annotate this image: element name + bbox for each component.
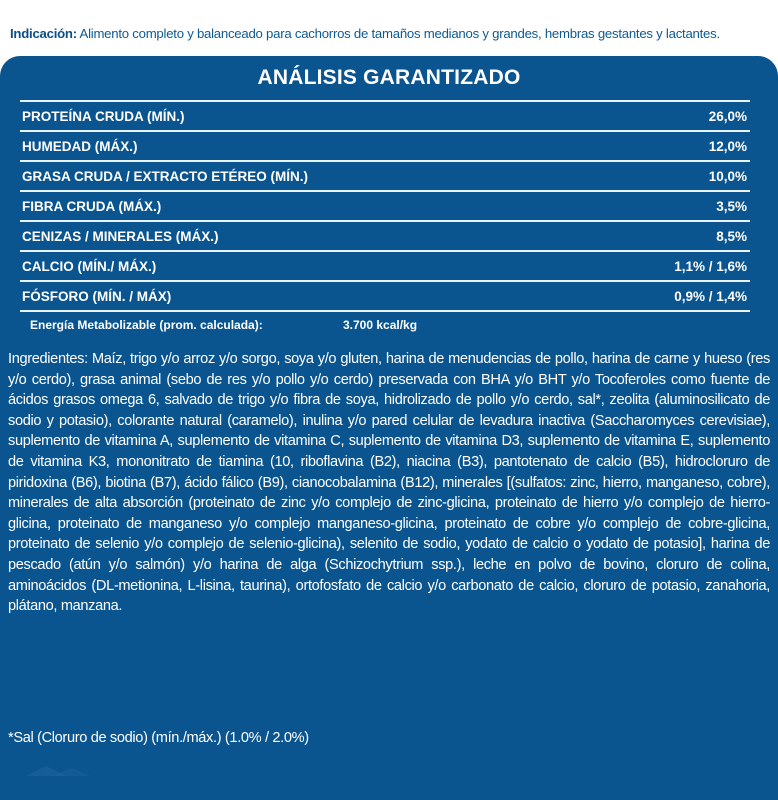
analysis-row-fiber	[20, 192, 750, 222]
guaranteed-analysis-table	[20, 100, 750, 312]
row-value: 26,0%	[708, 108, 747, 124]
row-value: 1,1% / 1,6%	[674, 258, 747, 274]
row-label: FIBRA CRUDA (MÁX.)	[22, 198, 162, 214]
row-value: 8,5%	[716, 228, 747, 244]
analysis-row-calcium	[20, 252, 750, 282]
analysis-row-fat	[20, 162, 750, 192]
analysis-title: ANÁLISIS GARANTIZADO	[257, 66, 521, 89]
analysis-row-protein	[20, 100, 750, 132]
row-value: 12,0%	[708, 138, 747, 154]
indication-label: Indicación:	[10, 26, 77, 41]
row-label: CALCIO (MÍN./ MÁX.)	[22, 258, 157, 274]
row-label: PROTEÍNA CRUDA (MÍN.)	[22, 108, 185, 124]
faded-logo-icon	[24, 764, 94, 778]
energy-label: Energía Metabolizable (prom. calculada):	[30, 318, 263, 332]
salt-footnote: *Sal (Cloruro de sodio) (mín./máx.) (1.0% / 2.0%)	[8, 730, 309, 746]
analysis-row-ash	[20, 222, 750, 252]
indication-line	[10, 26, 778, 41]
row-value: 10,0%	[708, 168, 747, 184]
indication-text: Alimento completo y balanceado para cachorros de tamaños medianos y grandes, hembras gestantes y lactantes.	[76, 26, 720, 41]
analysis-row-moisture	[20, 132, 750, 162]
row-label: CENIZAS / MINERALES (MÁX.)	[22, 228, 219, 244]
row-label: GRASA CRUDA / EXTRACTO ETÉREO (MÍN.)	[22, 168, 309, 184]
row-label: FÓSFORO (MÍN. / MÁX)	[22, 288, 172, 304]
analysis-row-phosphorus	[20, 282, 750, 312]
ingredients-text: Ingredientes: Maíz, trigo y/o arroz y/o sorgo, soya y/o gluten, harina de menudencias de pollo, harina de carne y hueso (res y/o cerdo), grasa animal (sebo de res y/o pollo y/o cerdo) preservada con BHA y/o BHT y/o Tocoferoles como fuente de ácidos grasos omega 6, salvado de trigo y/o fibra de soya, hidrolizado de pollo y/o cerdo, sal*, zeolita (aluminosilicato de sodio y potasio), colorante natural (caramelo), inulina y/o pared celular de levadura inactiva (Saccharomyces cerevisiae), suplemento de vitamina A, suplemento de vitamina C, suplemento de vitamina D3, suplemento de vitamina E, suplemento de vitamina K3, mononitrato de tiamina (10, riboflavina (B2), niacina (B3), pantotenato de calcio (B5), hidrocloruro de piridoxina (B6), biotina (B7), ácido fálico (B9), cianocobalamina (B12), minerales [(sulfatos: zinc, hierro, manganeso, cobre), minerales de alta absorción (proteinato de zinc y/o complejo de zinc-glicina, proteinato de hierro y/o complejo de hierro-glicina, proteinato de manganeso y/o complejo manganeso-glicina, proteinato de cobre y/o complejo de cobre-glicina, proteinato de selenio y/o complejo de selenio-glicina), selenito de sodio, yodato de calcio o yodato de potasio], harina de pescado (atún y/o salmón) y/o harina de alga (Schizochytrium ssp.), leche en polvo de bovino, cloruro de colina, aminoácidos (DL-metionina, L-lisina, taurina), ortofosfato de calcio y/o carbonato de calcio, cloruro de potasio, zanahoria, plátano, manzana.	[8, 351, 770, 615]
row-value: 0,9% / 1,4%	[674, 288, 747, 304]
energy-value: 3.700 kcal/kg	[343, 318, 418, 332]
row-value: 3,5%	[716, 198, 747, 214]
row-label: HUMEDAD (MÁX.)	[22, 138, 138, 154]
